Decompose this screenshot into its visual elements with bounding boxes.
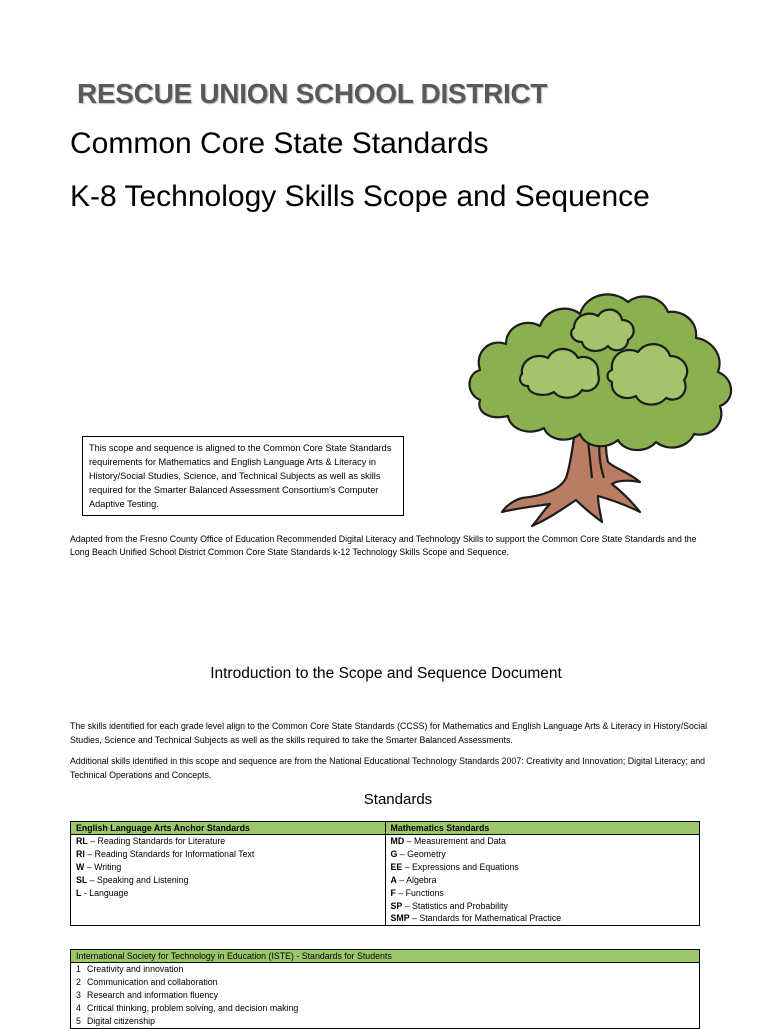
math-header: Mathematics Standards bbox=[385, 822, 700, 835]
intro-heading: Introduction to the Scope and Sequence Document bbox=[210, 665, 562, 682]
standard-item: W – Writing bbox=[76, 861, 122, 872]
standard-item: SL – Speaking and Listening bbox=[76, 874, 189, 885]
iste-item: 2 Communication and collaboration bbox=[76, 976, 218, 987]
iste-item: 3 Research and information fluency bbox=[76, 989, 219, 1000]
document-title-line1: Common Core State Standards bbox=[70, 127, 489, 160]
standard-item: F – Functions bbox=[390, 887, 444, 898]
ela-header: English Language Arts Anchor Standards bbox=[71, 822, 386, 835]
iste-item: 4 Critical thinking, problem solving, and decision making bbox=[76, 1002, 299, 1013]
standard-item: SMP – Standards for Mathematical Practice bbox=[390, 913, 562, 924]
iste-header: International Society for Technology in Education (ISTE) - Standards for Students bbox=[71, 950, 700, 963]
math-standards-cell bbox=[385, 835, 700, 926]
standard-item: G – Geometry bbox=[390, 848, 446, 859]
ela-standards-cell bbox=[71, 835, 386, 926]
adapted-from-note: Adapted from the Fresno County Office of Education Recommended Digital Literacy and Technology Skills to support the Common Core State Standards and the Long Beach Unified School District Common Core State Standards k-12 Technology Skills Scope and Sequence. bbox=[70, 534, 697, 557]
standard-item: L - Language bbox=[76, 887, 129, 898]
document-title-line2: K-8 Technology Skills Scope and Sequence bbox=[70, 180, 650, 213]
standards-heading: Standards bbox=[363, 791, 433, 808]
standard-item: EE – Expressions and Equations bbox=[390, 861, 519, 872]
standard-item: RL – Reading Standards for Literature bbox=[76, 836, 226, 846]
standards-table bbox=[70, 821, 700, 926]
iste-item: 1 Creativity and innovation bbox=[76, 964, 184, 974]
district-name: RESCUE UNION SCHOOL DISTRICT bbox=[77, 78, 548, 109]
iste-items-cell bbox=[71, 963, 700, 1029]
standard-item: SP – Statistics and Probability bbox=[390, 900, 508, 911]
standard-item: RI – Reading Standards for Informational Text bbox=[76, 848, 255, 859]
tree-illustration bbox=[462, 282, 738, 528]
iste-item: 5 Digital citizenship bbox=[76, 1015, 155, 1026]
standard-item: MD – Measurement and Data bbox=[390, 836, 506, 846]
iste-standards-table bbox=[70, 949, 700, 1029]
alignment-note-box: This scope and sequence is aligned to the Common Core State Standards requirements for Mathematics and English Language Arts & Literacy in History/Social Studies, Science, and Technical Subjects as well as skills required for the Smarter Balanced Assessment Consortium’s Computer Adaptive Testing. bbox=[82, 436, 404, 516]
standard-item: A – Algebra bbox=[390, 874, 437, 885]
intro-paragraph-1: The skills identified for each grade level align to the Common Core State Standards (CCSS) for Mathematics and English Language Arts & Literacy in History/Social Studies, Science and Technical Subjects as well as the skills required to take the Smarter Balanced Assessments. bbox=[70, 721, 708, 745]
intro-paragraph-2: Additional skills identified in this scope and sequence are from the National Educational Technology Standards 2007: Creativity and Innovation; Digital Literacy; and Technical Operations and Concepts. bbox=[70, 756, 706, 780]
